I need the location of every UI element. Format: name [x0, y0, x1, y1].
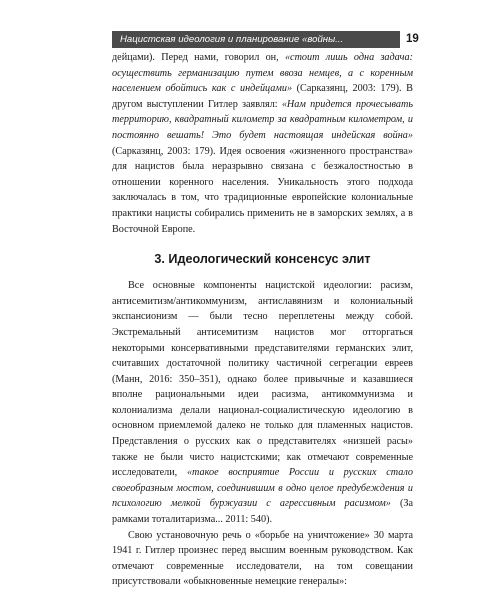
- quote-indian-war: «Нам придется прочесывать территорию, квадратный километр за квадратным километром, и постоянно вешать! Это будет настоящая индейская война»: [112, 98, 413, 141]
- paragraph-march-speech: Свою установочную речь о «борьбе на уничтожение» 30 марта 1941 г. Гитлер произнес перед высшим военным руководством. Как отмечают современные исследователи, на том совещании присутствовали «обыкновенные немецкие генералы»:: [112, 529, 413, 588]
- running-title: Нацистская идеология и планирование «войны...: [120, 34, 344, 45]
- running-header: [112, 31, 400, 48]
- quote-germanization: «стоит лишь одна задача: осуществить германизацию путем ввоза немцев, а с коренным населением обойтись как с индейцами»: [112, 52, 413, 95]
- paragraph-ideological-consensus: Все основные компоненты нацистской идеологии: расизм, антисемитизм/антикоммунизм, антиславянизм и колониальный экспансионизм — были тесно переплетены между собой. Экстремальный антисемитизм нацистов мог отторгаться некоторыми консервативными представителями германских элит, считавших достаточной политику частичной сегрегации евреев (Манн, 2016: 350–351), однако более привычные и казавшиеся вполне рациональными идеи расизма, антикоммунизма и колониализма делали национал-социалистическую идеологию в основном приемлемой далеко не только для пламенных нацистов. Представления о русских как о представителях «низшей расы» также не были чисто нацистскими; как отмечают современные исследователи, «такое восприятие России и русских стало своеобразным мостом, соединившим в одно целое предубеждения и психологию мелкой буржуазии с агрессивным расизмом» (За рамками тоталитаризма... 2011: 540).: [112, 280, 413, 526]
- page-number: 19: [406, 33, 419, 45]
- page-body: [112, 50, 413, 590]
- paragraph-hitler-quotes: дейцами). Перед нами, говорил он, «стоит лишь одна задача: осуществить германизацию путем ввоза немцев, а с коренным населением обойтись как с индейцами» (Сарказянц, 2003: 179). В другом выступлении Гитлер заявлял: «Нам придется прочесывать территорию, квадратный километр за квадратным километром, и постоянно вешать! Это будет настоящая индейская война» (Сарказянц, 2003: 179). Идея освоения «жизненного пространства» для нацистов была неразрывно связана с безжалостностью в отношении коренного населения. Уникальность этого подхода заключалась в том, что традиционные европейские колониальные практики нацисты собирались применить не в заморских землях, а в Восточной Европе.: [112, 52, 413, 235]
- quote-russia-perception: «такое восприятие России и русских стало своеобразным мостом, соединившим в одно целое предубеждения и психологию мелкой буржуазии с агрессивным расизмом»: [112, 467, 413, 510]
- section-heading: 3. Идеологический консенсус элит: [154, 252, 371, 267]
